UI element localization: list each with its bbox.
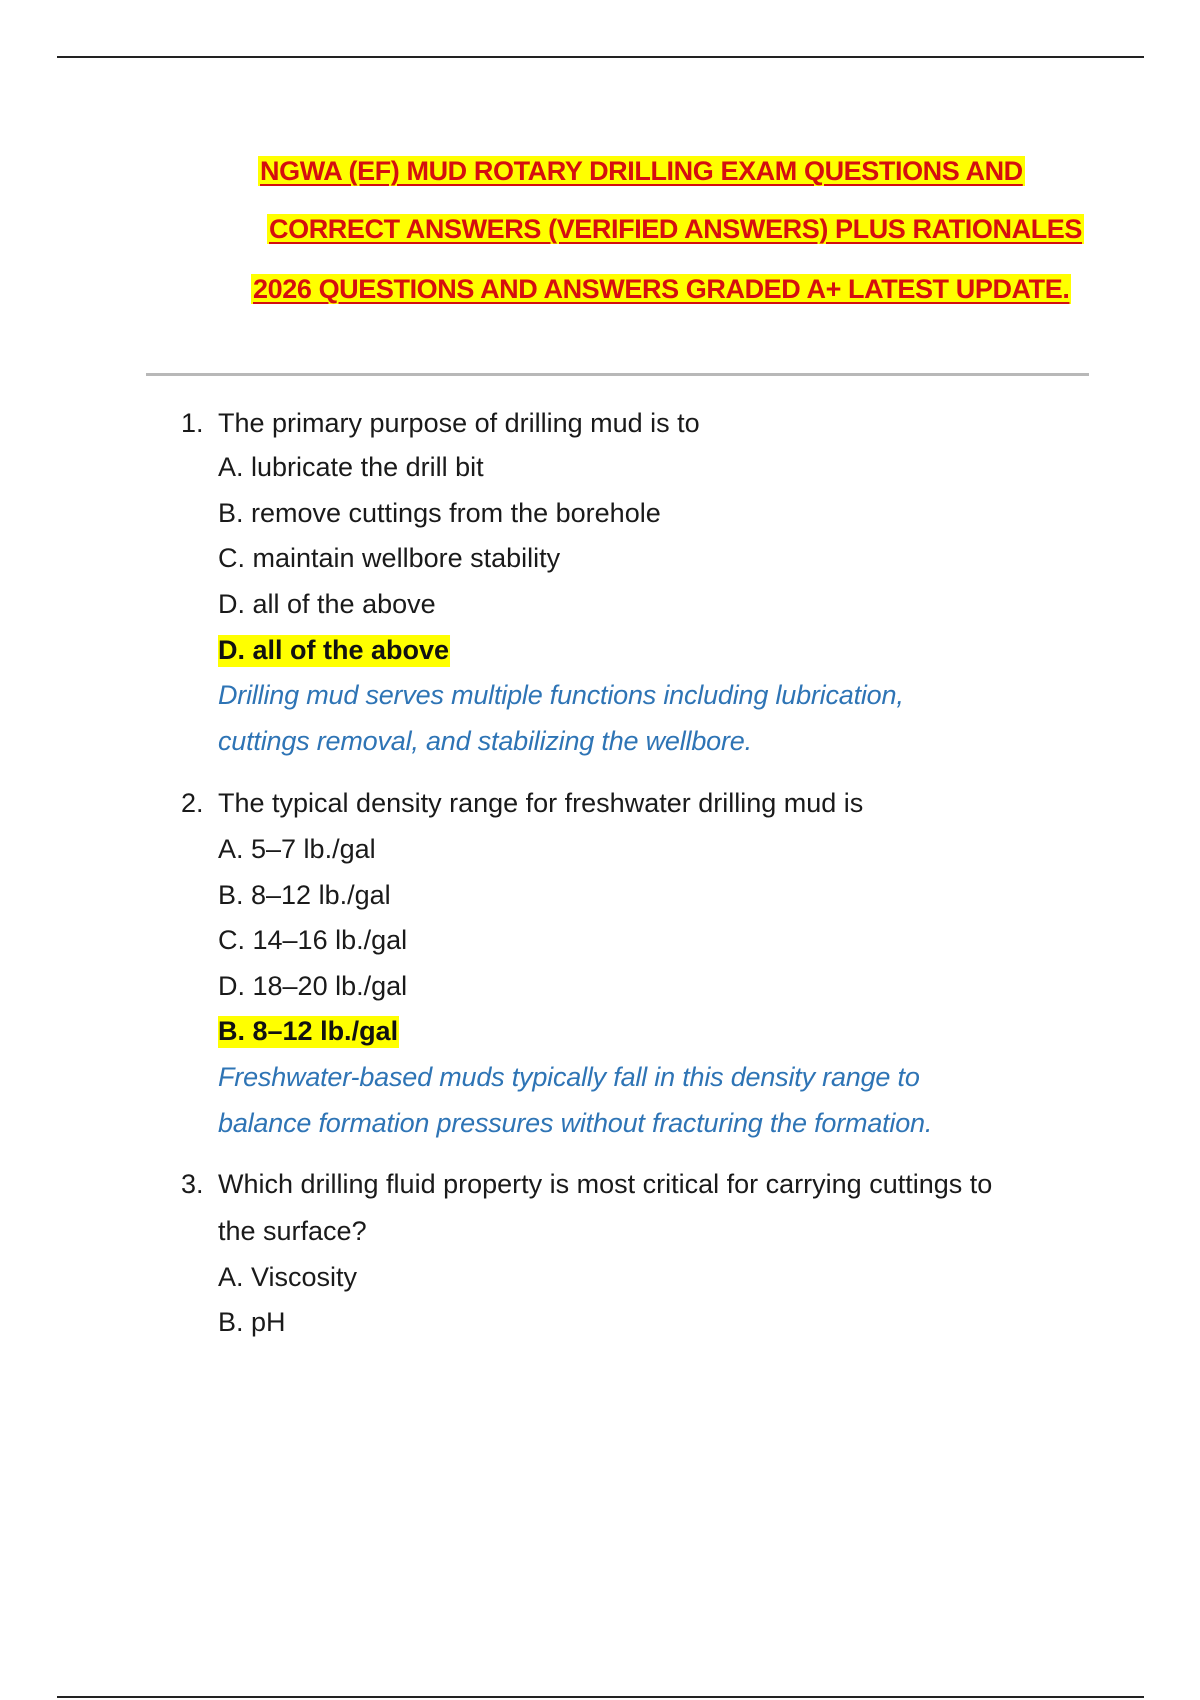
question-2-answer: B. 8–12 lb./gal [218,1016,399,1046]
question-1-option-d: D. all of the above [218,589,436,619]
question-1-option-c: C. maintain wellbore stability [218,543,561,573]
page-top-rule [57,56,1144,58]
question-2-rationale-line-1: Freshwater-based muds typically fall in this density range to [218,1062,920,1092]
question-2-option-d: D. 18–20 lb./gal [218,971,408,1001]
document-title-line-3: 2026 QUESTIONS AND ANSWERS GRADED A+ LATEST UPDATE. [253,274,1070,304]
question-1-stem: The primary purpose of drilling mud is to [218,408,700,438]
document-title-line-1: NGWA (EF) MUD ROTARY DRILLING EXAM QUESTIONS AND [260,156,1023,186]
question-2-number: 2. [181,788,204,818]
question-1-option-b: B. remove cuttings from the borehole [218,498,661,528]
question-2-rationale-line-2: balance formation pressures without fracturing the formation. [218,1108,933,1138]
question-1-rationale-line-1: Drilling mud serves multiple functions including lubrication, [218,680,904,710]
question-3-option-a: A. Viscosity [218,1262,358,1292]
question-1-rationale-line-2: cuttings removal, and stabilizing the wellbore. [218,726,752,756]
question-2-option-a: A. 5–7 lb./gal [218,834,376,864]
title-separator-rule [146,373,1089,376]
question-3-number: 3. [181,1169,204,1199]
question-3-stem-line-1: Which drilling fluid property is most critical for carrying cuttings to [218,1169,993,1199]
question-3-stem-line-2: the surface? [218,1216,367,1246]
document-title-line-2: CORRECT ANSWERS (VERIFIED ANSWERS) PLUS RATIONALES [269,214,1083,244]
question-1-number: 1. [181,408,204,438]
question-2-stem: The typical density range for freshwater drilling mud is [218,788,864,818]
question-1-answer: D. all of the above [218,635,450,665]
page-bottom-rule [57,1696,1144,1698]
question-2-option-c: C. 14–16 lb./gal [218,925,408,955]
question-1-option-a: A. lubricate the drill bit [218,452,484,482]
question-2-option-b: B. 8–12 lb./gal [218,880,391,910]
question-3-option-b: B. pH [218,1307,286,1337]
